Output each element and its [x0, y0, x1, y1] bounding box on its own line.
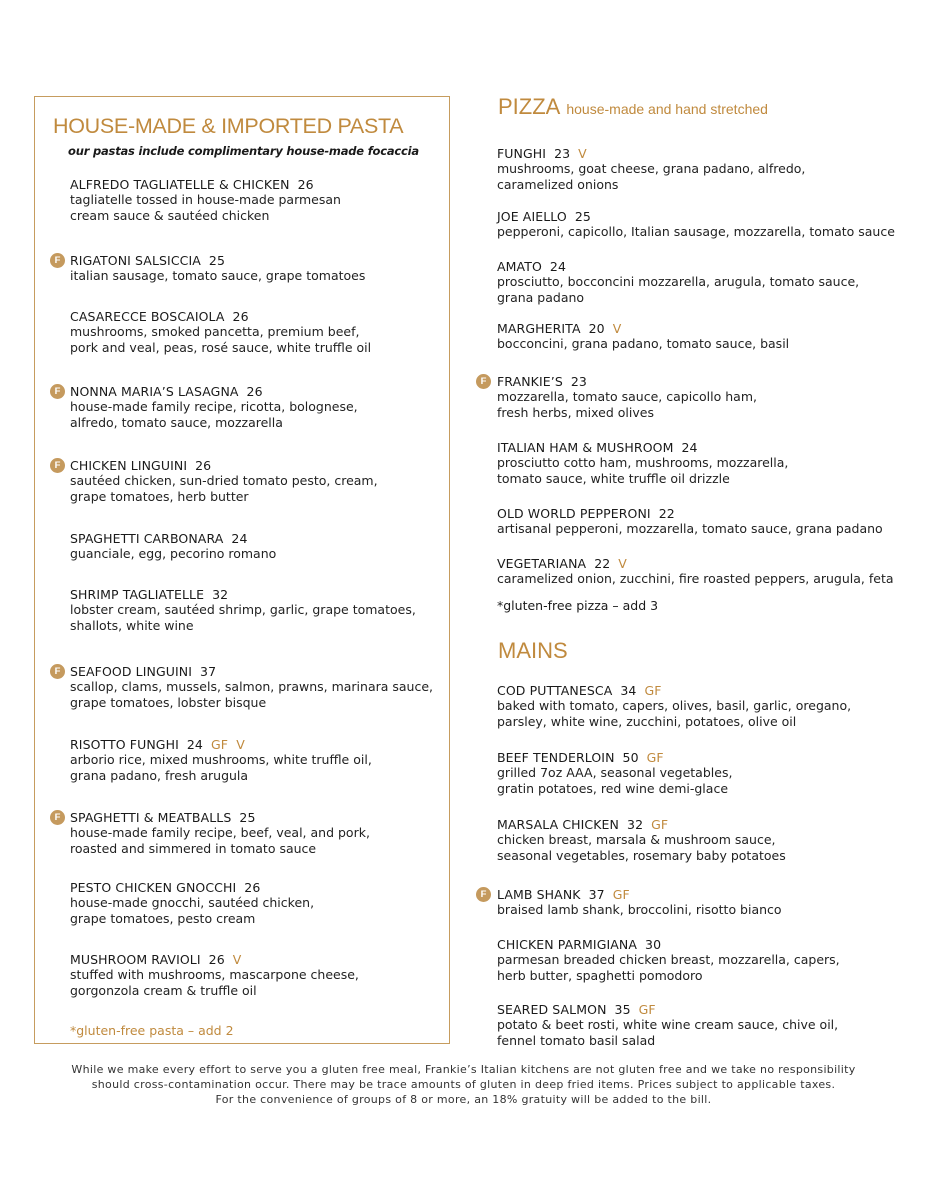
menu-item-description: roasted and simmered in tomato sauce [70, 841, 317, 856]
menu-item-price: 35 [614, 1002, 631, 1017]
menu-item [497, 817, 786, 864]
pasta-gluten-free-note: *gluten-free pasta – add 2 [70, 1023, 234, 1038]
menu-item-price: 32 [627, 817, 644, 832]
menu-item-description: sautéed chicken, sun-dried tomato pesto, cream, [70, 473, 378, 488]
menu-item-name: BEEF TENDERLOIN [497, 750, 615, 765]
menu-item [70, 664, 433, 711]
menu-item [497, 146, 805, 193]
menu-item-title [70, 253, 365, 268]
menu-item-name: SEAFOOD LINGUINI [70, 664, 193, 679]
dietary-tag: GF [612, 887, 630, 902]
pizza-section-title: PIZZA [498, 94, 561, 119]
menu-item-name: CHICKEN PARMIGIANA [497, 937, 638, 952]
menu-item-title [70, 531, 276, 546]
menu-item [497, 683, 851, 730]
dietary-tag: GF [646, 750, 664, 765]
menu-item-title [497, 440, 788, 455]
menu-item-price: 24 [681, 440, 698, 455]
menu-item-title [70, 952, 359, 967]
menu-item-name: LAMB SHANK [497, 887, 581, 902]
menu-item-price: 24 [186, 737, 203, 752]
dietary-tag: GF [651, 817, 669, 832]
menu-item-name: MUSHROOM RAVIOLI [70, 952, 201, 967]
menu-item-description: alfredo, tomato sauce, mozzarella [70, 415, 283, 430]
favourite-badge-icon: F [50, 384, 65, 399]
menu-item-description: caramelized onion, zucchini, fire roasted peppers, arugula, feta [497, 571, 894, 586]
menu-item-description: grape tomatoes, pesto cream [70, 911, 256, 926]
menu-item [70, 458, 378, 505]
menu-item-description: house-made gnocchi, sautéed chicken, [70, 895, 315, 910]
menu-item-description: gratin potatoes, red wine demi-glace [497, 781, 729, 796]
menu-item-description: shallots, white wine [70, 618, 194, 633]
menu-item-price: 50 [622, 750, 639, 765]
menu-item-price: 23 [554, 146, 571, 161]
menu-item [70, 952, 359, 999]
menu-item-description: grilled 7oz AAA, seasonal vegetables, [497, 765, 733, 780]
menu-item-price: 22 [594, 556, 611, 571]
menu-item-name: ALFREDO TAGLIATELLE & CHICKEN [70, 177, 290, 192]
menu-item-description: fennel tomato basil salad [497, 1033, 656, 1048]
menu-item-title [70, 810, 370, 825]
favourite-badge-icon: F [476, 887, 491, 902]
favourite-badge-icon: F [50, 664, 65, 679]
menu-item-description: gorgonzola cream & truffle oil [70, 983, 257, 998]
menu-item [497, 440, 788, 487]
menu-item [497, 937, 840, 984]
menu-item-name: AMATO [497, 259, 542, 274]
menu-item [497, 1002, 838, 1049]
menu-item-description: seasonal vegetables, rosemary baby potatoes [497, 848, 786, 863]
menu-item [70, 587, 416, 634]
menu-item-price: 25 [239, 810, 256, 825]
menu-item [70, 880, 314, 927]
menu-item-description: tagliatelle tossed in house-made parmesan [70, 192, 341, 207]
menu-item-name: ITALIAN HAM & MUSHROOM [497, 440, 674, 455]
menu-item-title [497, 321, 789, 336]
menu-item-description: chicken breast, marsala & mushroom sauce, [497, 832, 776, 847]
menu-item-name: SPAGHETTI & MEATBALLS [70, 810, 232, 825]
mains-section-title: MAINS [498, 638, 568, 663]
menu-item-description: mushrooms, goat cheese, grana padano, alfredo, [497, 161, 806, 176]
menu-item-description: prosciutto cotto ham, mushrooms, mozzarella, [497, 455, 789, 470]
menu-item-title [497, 146, 805, 161]
menu-item [497, 259, 859, 306]
menu-item-title [70, 309, 371, 324]
pasta-section-title: HOUSE-MADE & IMPORTED PASTA [53, 114, 404, 138]
menu-item-price: 32 [212, 587, 229, 602]
menu-item-description: grape tomatoes, herb butter [70, 489, 249, 504]
menu-item [70, 384, 358, 431]
menu-item-description: caramelized onions [497, 177, 619, 192]
favourite-badge-icon: F [50, 253, 65, 268]
dietary-tag: GF [644, 683, 662, 698]
menu-item [70, 531, 276, 562]
menu-item-title [70, 458, 378, 473]
menu-item-description: herb butter, spaghetti pomodoro [497, 968, 703, 983]
menu-item-price: 23 [570, 374, 587, 389]
menu-item-price: 25 [574, 209, 591, 224]
menu-item-price: 22 [658, 506, 675, 521]
menu-item-description: grape tomatoes, lobster bisque [70, 695, 267, 710]
menu-item-title [70, 664, 433, 679]
menu-item-description: baked with tomato, capers, olives, basil, garlic, oregano, [497, 698, 852, 713]
menu-item-name: CASARECCE BOSCAIOLA [70, 309, 225, 324]
disclaimer-line: For the convenience of groups of 8 or more, an 18% gratuity will be added to the bill. [215, 1093, 712, 1106]
menu-item-description: parsley, white wine, zucchini, potatoes, olive oil [497, 714, 797, 729]
menu-item-description: pork and veal, peas, rosé sauce, white truffle oil [70, 340, 372, 355]
menu-item-title [497, 506, 883, 521]
menu-item-title [497, 817, 786, 832]
menu-item-description: braised lamb shank, broccolini, risotto bianco [497, 902, 782, 917]
menu-item-name: FRANKIE’S [497, 374, 563, 389]
menu-item-description: tomato sauce, white truffle oil drizzle [497, 471, 730, 486]
menu-item-title [497, 937, 840, 952]
favourite-badge-icon: F [50, 458, 65, 473]
menu-item-title [70, 737, 372, 752]
allergen-disclaimer [0, 1062, 927, 1107]
dietary-tag: GF V [210, 737, 245, 752]
pasta-section-subtitle: our pastas include complimentary house-made focaccia [68, 144, 419, 158]
menu-item-price: 26 [232, 309, 249, 324]
menu-item-description: pepperoni, capicollo, Italian sausage, mozzarella, tomato sauce [497, 224, 895, 239]
menu-item-description: house-made family recipe, beef, veal, and pork, [70, 825, 370, 840]
menu-item-title [497, 259, 859, 274]
menu-item-name: MARSALA CHICKEN [497, 817, 620, 832]
menu-item [70, 737, 372, 784]
menu-item-title [497, 1002, 838, 1017]
menu-item-title [497, 209, 895, 224]
menu-item-name: SEARED SALMON [497, 1002, 607, 1017]
menu-item-description: lobster cream, sautéed shrimp, garlic, grape tomatoes, [70, 602, 416, 617]
menu-item-name: SPAGHETTI CARBONARA [70, 531, 224, 546]
favourite-badge-icon: F [50, 810, 65, 825]
menu-item-price: 26 [244, 880, 261, 895]
menu-item [70, 309, 371, 356]
menu-item-name: PESTO CHICKEN GNOCCHI [70, 880, 237, 895]
menu-item-name: SHRIMP TAGLIATELLE [70, 587, 205, 602]
dietary-tag: V [232, 952, 242, 967]
menu-item-price: 37 [588, 887, 605, 902]
dietary-tag: V [612, 321, 622, 336]
menu-item-title [70, 177, 341, 192]
menu-item-title [497, 374, 757, 389]
menu-item-name: RIGATONI SALSICCIA [70, 253, 201, 268]
menu-item-price: 24 [231, 531, 248, 546]
menu-item-title [70, 384, 358, 399]
menu-item-name: JOE AIELLO [497, 209, 567, 224]
menu-item-title [497, 750, 732, 765]
menu-item-description: parmesan breaded chicken breast, mozzarella, capers, [497, 952, 840, 967]
menu-item-description: potato & beet rosti, white wine cream sauce, chive oil, [497, 1017, 839, 1032]
menu-item-price: 24 [549, 259, 567, 274]
menu-item-price: 30 [645, 937, 662, 952]
menu-item-description: artisanal pepperoni, mozzarella, tomato sauce, grana padano [497, 521, 883, 536]
menu-item-title [497, 887, 782, 902]
menu-item [497, 321, 789, 352]
menu-item [497, 750, 732, 797]
dietary-tag: V [618, 556, 627, 571]
menu-item-price: 37 [200, 664, 217, 679]
pizza-section-subtitle: house-made and hand stretched [566, 101, 768, 117]
menu-item-name: NONNA MARIA’S LASAGNA [70, 384, 239, 399]
mains-section-heading [498, 638, 568, 664]
menu-item [497, 209, 895, 240]
menu-item-title [70, 587, 416, 602]
menu-item-name: MARGHERITA [497, 321, 581, 336]
menu-item-name: RISOTTO FUNGHI [70, 737, 179, 752]
disclaimer-line: While we make every effort to serve you a gluten free meal, Frankie’s Italian kitchens are not gluten free and we take no responsibility [71, 1063, 856, 1076]
menu-item-description: grana padano, fresh arugula [70, 768, 249, 783]
menu-item-description: mozzarella, tomato sauce, capicollo ham, [497, 389, 757, 404]
menu-item-description: cream sauce & sautéed chicken [70, 208, 270, 223]
menu-item [497, 556, 894, 587]
menu-item [497, 506, 883, 537]
menu-item-description: arborio rice, mixed mushrooms, white truffle oil, [70, 752, 372, 767]
dietary-tag: V [578, 146, 587, 161]
pizza-section-heading [498, 94, 768, 120]
menu-item-name: VEGETARIANA [497, 556, 587, 571]
menu-item-name: COD PUTTANESCA [497, 683, 613, 698]
menu-item-title [497, 683, 851, 698]
menu-item-description: scallop, clams, mussels, salmon, prawns, marinara sauce, [70, 679, 434, 694]
favourite-badge-icon: F [476, 374, 491, 389]
menu-item-description: grana padano [497, 290, 585, 305]
menu-item-title [70, 880, 314, 895]
disclaimer-line: should cross-contamination occur. There may be trace amounts of gluten in deep fried items. Prices subject to applicable taxes. [91, 1078, 836, 1091]
menu-item [70, 810, 370, 857]
menu-item-price: 26 [195, 458, 212, 473]
menu-item-price: 25 [208, 253, 226, 268]
menu-item-title [497, 556, 894, 571]
menu-item-description: mushrooms, smoked pancetta, premium beef, [70, 324, 360, 339]
menu-item-price: 20 [588, 321, 605, 336]
menu-item-price: 34 [620, 683, 637, 698]
menu-item-description: stuffed with mushrooms, mascarpone cheese, [70, 967, 359, 982]
menu-item-description: guanciale, egg, pecorino romano [70, 546, 277, 561]
menu-item-price: 26 [246, 384, 263, 399]
menu-item [497, 887, 782, 918]
menu-item-name: CHICKEN LINGUINI [70, 458, 188, 473]
menu-item-description: fresh herbs, mixed olives [497, 405, 654, 420]
menu-item-description: italian sausage, tomato sauce, grape tomatoes [70, 268, 366, 283]
menu-item-description: prosciutto, bocconcini mozzarella, arugula, tomato sauce, [497, 274, 860, 289]
menu-item [497, 374, 757, 421]
menu-item [70, 253, 365, 284]
menu-item-price: 26 [297, 177, 314, 192]
menu-item-name: FUNGHI [497, 146, 547, 161]
dietary-tag: GF [638, 1002, 656, 1017]
pizza-gluten-free-note: *gluten-free pizza – add 3 [497, 598, 659, 613]
menu-item-name: OLD WORLD PEPPERONI [497, 506, 651, 521]
menu-item-price: 26 [208, 952, 225, 967]
menu-item-description: house-made family recipe, ricotta, bolognese, [70, 399, 358, 414]
menu-item-description: bocconcini, grana padano, tomato sauce, basil [497, 336, 790, 351]
menu-item [70, 177, 341, 224]
